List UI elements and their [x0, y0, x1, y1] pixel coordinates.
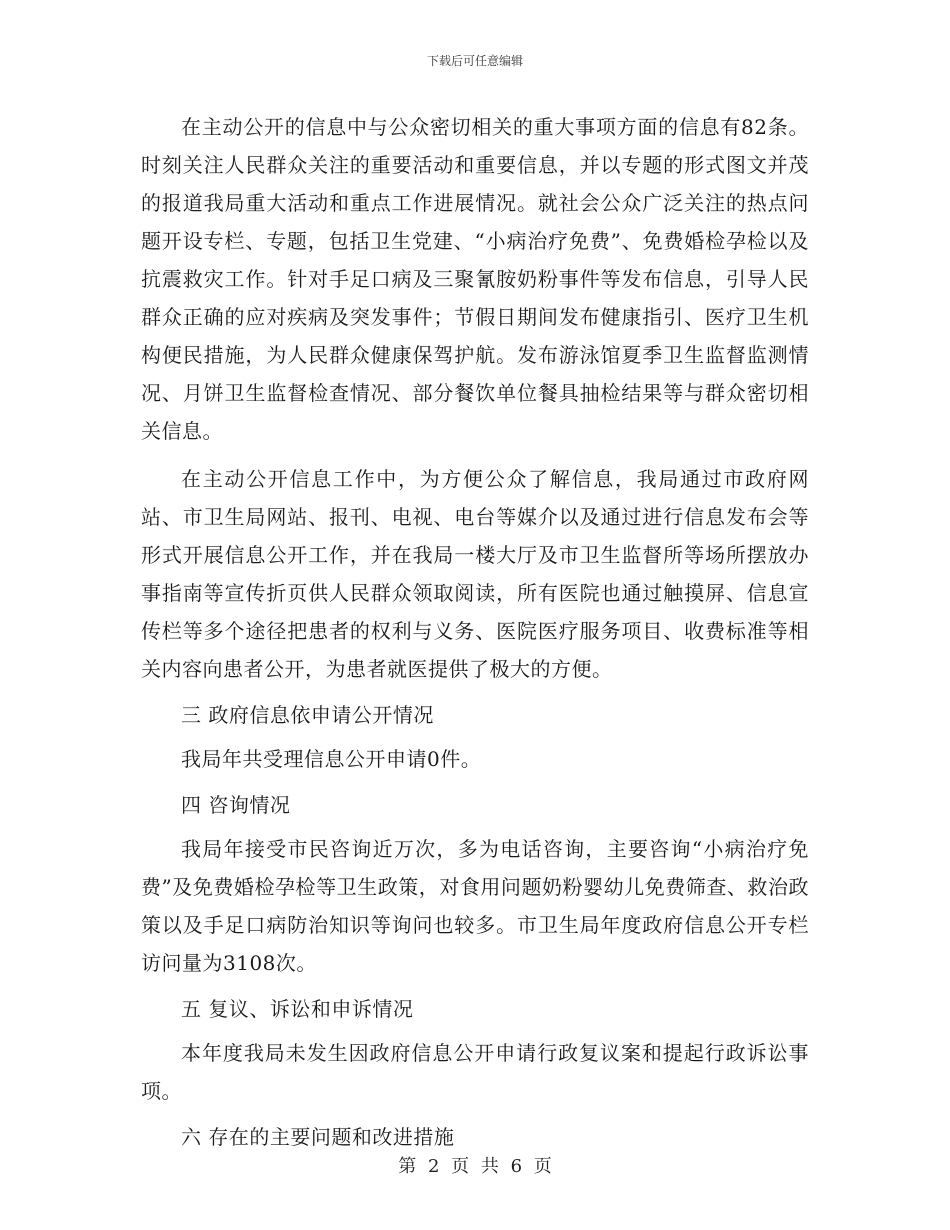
- section-heading-consultation: 四 咨询情况: [181, 793, 291, 817]
- page-number-footer: 第 2 页 共 6 页: [398, 1156, 552, 1177]
- document-body: [141, 108, 809, 1156]
- section-heading-review-litigation: 五 复议、诉讼和申诉情况: [181, 997, 414, 1021]
- paragraph-application-count: 我局年共受理信息公开申请0件。: [181, 747, 482, 771]
- paragraph-disclosure-channels: 在主动公开信息工作中，为方便公众了解信息，我局通过市政府网站、市卫生局网站、报刊、电视、电台等媒介以及通过进行信息发布会等形式开展信息公开工作，并在我局一楼大厅及市卫生监督所等场所摆放办事指南等宣传折页供人民群众领取阅读，所有医院也通过触摸屏、信息宣传栏等多个途径把患者的权利与义务、医院医疗服务项目、收费标准等相关内容向患者公开，为患者就医提供了极大的方便。: [141, 467, 809, 681]
- paragraph-review-litigation: 本年度我局未发生因政府信息公开申请行政复议案和提起行政诉讼事项。: [141, 1041, 809, 1103]
- paragraph-major-matters: 在主动公开的信息中与公众密切相关的重大事项方面的信息有82条。时刻关注人民群众关注的重要活动和重要信息，并以专题的形式图文并茂的报道我局重大活动和重点工作进展情况。就社会公众广泛关注的热点问题开设专栏、专题，包括卫生党建、“小病治疗免费”、免费婚检孕检以及抗震救灾工作。针对手足口病及三聚氰胺奶粉事件等发布信息，引导人民群众正确的应对疾病及突发事件；节假日期间发布健康指引、医疗卫生机构便民措施，为人民群众健康保驾护航。发布游泳馆夏季卫生监督监测情况、月饼卫生监督检查情况、部分餐饮单位餐具抽检结果等与群众密切相关信息。: [141, 115, 809, 443]
- paragraph-consultation: 我局年接受市民咨询近万次，多为电话咨询，主要咨询“小病治疗免费”及免费婚检孕检等卫生政策，对食用问题奶粉婴幼儿免费筛查、救治政策以及手足口病防治知识等询问也较多。市卫生局年度政府信息公开专栏访问量为3108次。: [141, 837, 809, 975]
- page-header: 下载后可任意编辑: [426, 54, 523, 68]
- section-heading-problems: 六 存在的主要问题和改进措施: [181, 1125, 455, 1149]
- section-heading-application: 三 政府信息依申请公开情况: [181, 703, 434, 727]
